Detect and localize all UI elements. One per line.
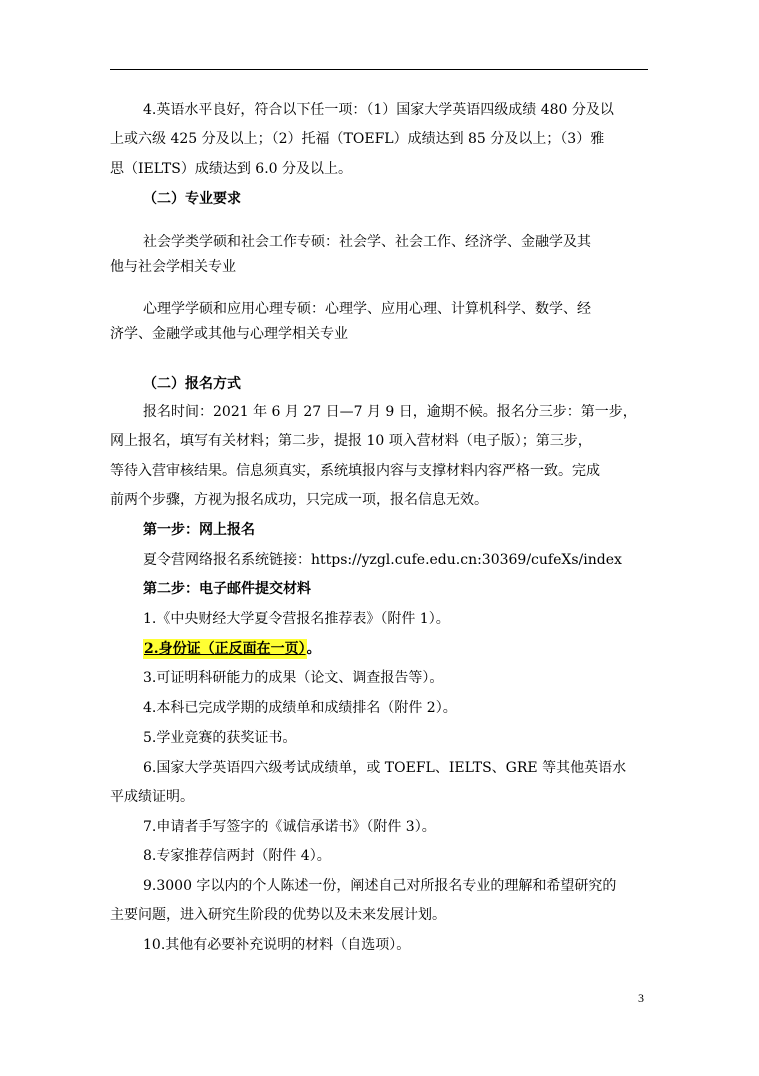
signup-paragraph-line-2: 网上报名，填写有关材料；第二步，提报 10 项入营材料（电子版）；第三步， — [110, 433, 592, 449]
material-item-5: 5.学业竞赛的获奖证书。 — [143, 730, 297, 746]
page-number: 3 — [638, 991, 644, 1005]
registration-link-line[interactable]: 夏令营网络报名系统链接：https://yzgl.cufe.edu.cn:30369/cufeXs/index — [143, 552, 622, 568]
material-item-3: 3.可证明科研能力的成果（论文、调查报告等）。 — [143, 670, 444, 686]
item-2-period: 。 — [306, 641, 321, 657]
signup-paragraph-line-3: 等待入营审核结果。信息须真实，系统填报内容与支撑材料内容严格一致。完成 — [110, 463, 600, 479]
heading-step-1: 第一步：网上报名 — [143, 522, 255, 538]
material-item-1: 1.《中央财经大学夏令营报名推荐表》（附件 1）。 — [143, 611, 450, 627]
material-item-9-line-1: 9.3000 字以内的个人陈述一份，阐述自己对所报名专业的理解和希望研究的 — [143, 878, 617, 894]
material-item-9-line-2: 主要问题，进入研究生阶段的优势以及未来发展计划。 — [110, 907, 446, 923]
english-requirement-line-1: 4.英语水平良好，符合以下任一项：（1）国家大学英语四级成绩 480 分及以 — [143, 102, 614, 118]
psychology-majors-line-1: 心理学学硕和应用心理专硕：心理学、应用心理、计算机科学、数学、经 — [143, 301, 591, 317]
signup-paragraph-line-4: 前两个步骤，方视为报名成功，只完成一项，报名信息无效。 — [110, 492, 488, 508]
material-item-7: 7.申请者手写签字的《诚信承诺书》（附件 3）。 — [143, 819, 436, 835]
material-item-2 — [143, 639, 650, 659]
sociology-majors-line-1: 社会学类学硕和社会工作专硕：社会学、社会工作、经济学、金融学及其 — [143, 234, 591, 250]
signup-paragraph-line-1: 报名时间：2021 年 6 月 27 日—7 月 9 日，逾期不候。报名分三步：第一步， — [143, 404, 637, 420]
header-rule — [110, 69, 648, 70]
material-item-6-line-2: 平成绩证明。 — [110, 789, 194, 805]
sociology-majors-line-2: 他与社会学相关专业 — [110, 259, 236, 275]
english-requirement-line-3: 思（IELTS）成绩达到 6.0 分及以上。 — [110, 161, 352, 177]
heading-signup-method: （二）报名方式 — [143, 376, 241, 392]
psychology-majors-line-2: 济学、金融学或其他与心理学相关专业 — [110, 326, 348, 342]
highlighted-id-card-text: 2.身份证（正反面在一页） — [144, 641, 306, 657]
material-item-4: 4.本科已完成学期的成绩单和成绩排名（附件 2）。 — [143, 700, 457, 716]
material-item-10: 10.其他有必要补充说明的材料（自选项）。 — [143, 937, 411, 953]
material-item-8: 8.专家推荐信两封（附件 4）。 — [143, 848, 331, 864]
heading-major-requirements: （二）专业要求 — [143, 191, 241, 207]
material-item-6-line-1: 6.国家大学英语四六级考试成绩单，或 TOEFL、IELTS、GRE 等其他英语水 — [143, 760, 627, 776]
heading-step-2: 第二步：电子邮件提交材料 — [143, 581, 311, 597]
english-requirement-line-2: 上或六级 425 分及以上；（2）托福（TOEFL）成绩达到 85 分及以上；（3）雅 — [110, 131, 605, 147]
